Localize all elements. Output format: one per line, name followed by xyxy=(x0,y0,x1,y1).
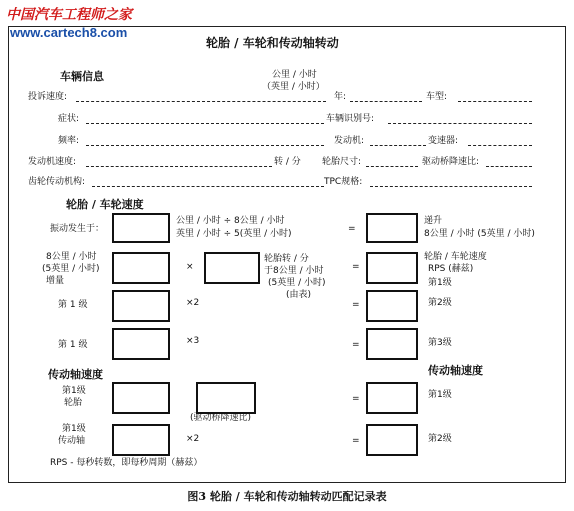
tire-size-line[interactable] xyxy=(366,166,418,167)
shaft-speed-heading: 传动轴速度 xyxy=(48,368,103,381)
vin-label: 车辆识别号: xyxy=(326,114,375,124)
shaft-first-order-label: 第1级 xyxy=(428,390,452,400)
increment-label: 递升 xyxy=(424,216,443,226)
vibration-speed-box[interactable] xyxy=(112,213,170,243)
tire-speed-result-2: RPS (赫兹) xyxy=(428,264,474,274)
tire-order-label-1: 第1级 xyxy=(62,386,86,396)
tire-order-label-2: 轮胎 xyxy=(64,398,83,408)
equals-sign: = xyxy=(352,436,360,446)
engine-speed-label: 发动机速度: xyxy=(28,157,77,167)
tire-speed-result-1: 轮胎 / 车轮速度 xyxy=(424,252,487,262)
tpc-label: TPC规格: xyxy=(324,177,363,187)
second-order-label: 第2级 xyxy=(428,298,452,308)
tire-speed-result-3: 第1级 xyxy=(428,278,452,288)
times-three: ×3 xyxy=(186,336,200,346)
transmission-label: 变速器: xyxy=(428,136,459,146)
formula-imperial: 英里 / 小时 ÷ 5(英里 / 小时) xyxy=(176,229,292,239)
third-order-box[interactable] xyxy=(366,328,418,360)
year-line[interactable] xyxy=(350,101,422,102)
vehicle-info-heading: 车辆信息 xyxy=(60,70,104,83)
engine-speed-line[interactable] xyxy=(86,166,272,167)
axle-ratio-label: 驱动桥降速比: xyxy=(422,157,480,167)
increment-input-box[interactable] xyxy=(112,252,170,284)
report-speed-line[interactable] xyxy=(76,101,326,102)
figure-caption: 图3 轮胎 / 车轮和传动轴转动匹配记录表 xyxy=(187,490,387,503)
axle-ratio-box[interactable] xyxy=(196,382,256,414)
increment-result-box[interactable] xyxy=(366,213,418,243)
shaft-order-box[interactable] xyxy=(112,424,170,456)
equals-sign: = xyxy=(352,340,360,350)
first-order-label: 第 1 级 xyxy=(58,300,88,310)
shaft-first-order-box[interactable] xyxy=(366,382,418,414)
formula-metric: 公里 / 小时 ÷ 8公里 / 小时 xyxy=(176,216,285,226)
tire-order-box[interactable] xyxy=(112,382,170,414)
first-order-label: 第 1 级 xyxy=(58,340,88,350)
tpc-line[interactable] xyxy=(370,186,532,187)
third-order-label: 第3级 xyxy=(428,338,452,348)
equals-sign: = xyxy=(348,224,356,234)
times-two: ×2 xyxy=(186,434,200,444)
tire-rpm-label-3: (5英里 / 小时) xyxy=(268,278,326,288)
vibration-at-label: 振动发生于： xyxy=(50,224,105,234)
rpm-unit: 转 / 分 xyxy=(274,157,301,167)
symptom-line[interactable] xyxy=(86,123,324,124)
tire-size-label: 轮胎尺寸: xyxy=(322,157,362,167)
model-label: 车型: xyxy=(426,92,448,102)
symptom-label: 症状: xyxy=(58,114,80,124)
site-logo: 中国汽车工程师之家 xyxy=(6,7,132,23)
year-label: 年: xyxy=(334,92,347,102)
model-line[interactable] xyxy=(458,101,532,102)
engine-label: 发动机: xyxy=(334,136,365,146)
tire-speed-result-box[interactable] xyxy=(366,252,418,284)
axle-ratio-caption: (驱动桥降速比) xyxy=(190,413,252,423)
shaft-speed-heading-right: 传动轴速度 xyxy=(428,364,483,377)
site-url: www.cartech8.com xyxy=(10,25,128,40)
shaft-second-order-label: 第2级 xyxy=(428,434,452,444)
vin-line[interactable] xyxy=(388,123,532,124)
rps-note: RPS - 每秒转数，即每秒周期（赫兹） xyxy=(50,458,203,468)
times-sign: × xyxy=(186,262,194,272)
gear-mechanism-line[interactable] xyxy=(92,186,324,187)
tire-rpm-label-2: 于8公里 / 小时 xyxy=(264,266,324,276)
tire-speed-heading: 轮胎 / 车轮速度 xyxy=(66,198,144,211)
gear-mechanism-label: 齿轮传动机构: xyxy=(28,177,86,187)
tire-rpm-label-4: (由表) xyxy=(286,290,312,300)
equals-sign: = xyxy=(352,262,360,272)
equals-sign: = xyxy=(352,394,360,404)
speed-unit-bottom: （英里 / 小时） xyxy=(262,82,325,92)
axle-ratio-line[interactable] xyxy=(486,166,532,167)
engine-line[interactable] xyxy=(370,145,426,146)
tire-rpm-box[interactable] xyxy=(204,252,260,284)
second-order-box[interactable] xyxy=(366,290,418,322)
frequency-label: 频率: xyxy=(58,136,80,146)
frequency-line[interactable] xyxy=(86,145,324,146)
first-order-box[interactable] xyxy=(112,328,170,360)
form-title: 轮胎 / 车轮和传动轴转动 xyxy=(206,36,339,50)
increment-unit: 8公里 / 小时 (5英里 / 小时) xyxy=(424,229,535,239)
speed-unit-top: 公里 / 小时 xyxy=(272,70,317,80)
increment-left-3: 增量 xyxy=(46,276,65,286)
equals-sign: = xyxy=(352,300,360,310)
tire-rpm-label-1: 轮胎转 / 分 xyxy=(264,254,309,264)
transmission-line[interactable] xyxy=(468,145,532,146)
shaft-order-label-2: 传动轴 xyxy=(58,436,86,446)
increment-left-2: (5英里 / 小时) xyxy=(42,264,100,274)
times-two: ×2 xyxy=(186,298,200,308)
shaft-second-order-box[interactable] xyxy=(366,424,418,456)
increment-left-1: 8公里 / 小时 xyxy=(46,252,97,262)
report-speed-label: 投诉速度: xyxy=(28,92,68,102)
shaft-order-label-1: 第1级 xyxy=(62,424,86,434)
first-order-box[interactable] xyxy=(112,290,170,322)
